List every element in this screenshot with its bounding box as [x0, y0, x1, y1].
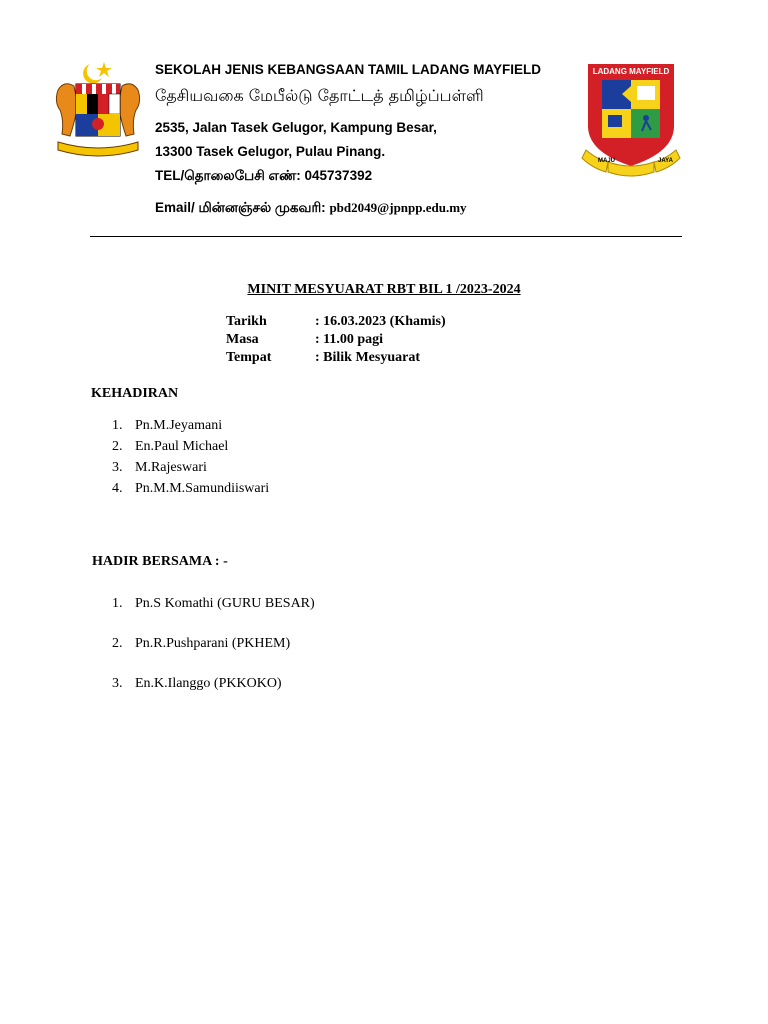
meta-row-place — [226, 350, 446, 368]
attendee-name: Pn.M.M.Samundiiswari — [135, 481, 270, 496]
item-number: 1. — [112, 418, 123, 433]
list-item — [112, 439, 269, 460]
document-title: MINIT MESYUARAT RBT BIL 1 /2023-2024 — [247, 282, 521, 297]
item-number: 3. — [112, 676, 123, 691]
attendance-heading: KEHADIRAN — [91, 386, 179, 401]
meta-row-time — [226, 332, 446, 350]
email-address: pbd2049@jpnpp.edu.my — [329, 200, 467, 215]
list-item — [112, 676, 315, 716]
list-item — [112, 460, 269, 481]
school-name: SEKOLAH JENIS KEBANGSAAN TAMIL LADANG MAYFIELD — [155, 62, 542, 77]
item-number: 2. — [112, 439, 123, 454]
meta-label: Masa — [226, 332, 259, 347]
meeting-details — [226, 314, 446, 368]
coat-of-arms-icon — [52, 58, 144, 158]
attendee-name: Pn.M.Jeyamani — [135, 418, 223, 433]
meta-label: Tarikh — [226, 314, 267, 329]
emblem-motto-right: JAYA — [658, 158, 673, 164]
meta-row-date — [226, 314, 446, 332]
present-with-list — [112, 596, 315, 716]
email-line — [155, 200, 467, 218]
attendee-name: Pn.R.Pushparani (PKHEM) — [135, 636, 291, 651]
list-item — [112, 636, 315, 676]
list-item — [112, 418, 269, 439]
meta-value: : 11.00 pagi — [315, 332, 384, 347]
meta-value: : 16.03.2023 (Khamis) — [315, 314, 446, 329]
address-line-2: 13300 Tasek Gelugor, Pulau Pinang. — [155, 144, 386, 159]
item-number: 4. — [112, 481, 123, 496]
item-number: 2. — [112, 636, 123, 651]
address-line-1: 2535, Jalan Tasek Gelugor, Kampung Besar, — [155, 120, 437, 135]
emblem-motto-left: MAJU — [598, 158, 616, 164]
emblem-title-text: LADANG MAYFIELD — [592, 67, 670, 76]
header-divider — [90, 236, 682, 237]
item-number: 3. — [112, 460, 123, 475]
attendee-name: Pn.S Komathi (GURU BESAR) — [135, 596, 315, 611]
meta-value: : Bilik Mesyuarat — [315, 350, 420, 365]
item-number: 1. — [112, 596, 123, 611]
tel-label: TEL/தொலைபேசி எண்: — [155, 168, 301, 183]
present-with-heading: HADIR BERSAMA : - — [92, 554, 228, 569]
tel-number: 045737392 — [304, 168, 373, 183]
school-emblem-icon — [580, 60, 682, 178]
attendee-name: En.K.Ilanggo (PKKOKO) — [135, 676, 282, 691]
list-item — [112, 481, 269, 502]
attendee-name: En.Paul Michael — [135, 439, 229, 454]
meta-label: Tempat — [226, 350, 272, 365]
email-label: Email/ மின்னஞ்சல் முகவரி: — [155, 200, 326, 215]
telephone-line — [155, 168, 372, 186]
list-item — [112, 596, 315, 636]
school-name-tamil: தேசியவகை மேபீல்டு தோட்டத் தமிழ்ப்பள்ளி — [155, 86, 484, 105]
attendance-list — [112, 418, 269, 502]
attendee-name: M.Rajeswari — [135, 460, 207, 475]
